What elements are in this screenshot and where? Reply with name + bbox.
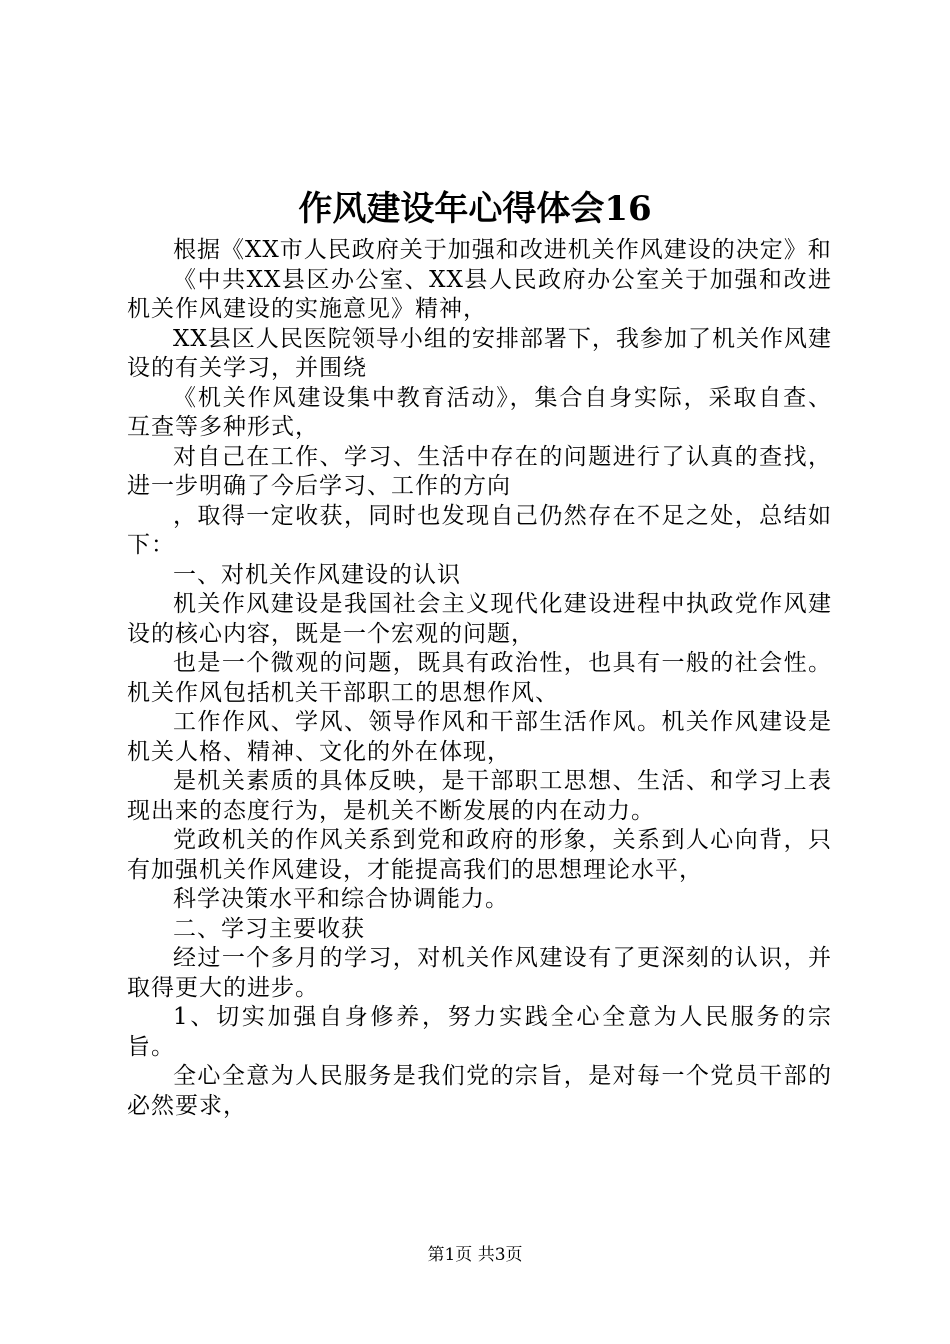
- section-heading-2: 二、学习主要收获: [173, 915, 365, 942]
- paragraph-11: 是机关素质的具体反映，是干部职工思想、生活、和学习上表现出来的态度行为，是机关不断发展的内在动力。: [127, 768, 832, 824]
- paragraph-13: 科学决策水平和综合协调能力。: [173, 886, 509, 912]
- paragraph-10: 工作作风、学风、领导作风和干部生活作风。机关作风建设是机关人格、精神、文化的外在体现，: [127, 709, 832, 765]
- section-heading-1: 一、对机关作风建设的认识: [173, 561, 461, 588]
- page-number-footer: 第1页 共3页: [427, 1245, 523, 1265]
- paragraph-17: 全心全意为人民服务是我们党的宗旨，是对每一个党员干部的必然要求，: [127, 1063, 832, 1119]
- paragraph-3: XX县区人民医院领导小组的安排部署下，我参加了机关作风建设的有关学习，并围绕: [127, 325, 832, 381]
- paragraph-15: 经过一个多月的学习，对机关作风建设有了更深刻的认识，并取得更大的进步。: [127, 945, 832, 1001]
- paragraph-4: 《机关作风建设集中教育活动》，集合自身实际，采取自查、互查等多种形式，: [127, 384, 832, 440]
- paragraph-2: 《中共XX县区办公室、XX县人民政府办公室关于加强和改进机关作风建设的实施意见》精神，: [127, 266, 832, 322]
- paragraph-8: 机关作风建设是我国社会主义现代化建设进程中执政党作风建设的核心内容，既是一个宏观的问题，: [127, 591, 832, 647]
- paragraph-5: 对自己在工作、学习、生活中存在的问题进行了认真的查找，进一步明确了今后学习、工作的方向: [127, 443, 832, 499]
- document-body: [127, 236, 832, 1121]
- paragraph-6: ，取得一定收获，同时也发现自己仍然存在不足之处，总结如下：: [127, 502, 832, 558]
- paragraph-12: 党政机关的作风关系到党和政府的形象，关系到人心向背，只有加强机关作风建设，才能提高我们的思想理论水平，: [127, 827, 832, 883]
- paragraph-9: 也是一个微观的问题，既具有政治性，也具有一般的社会性。机关作风包括机关干部职工的思想作风、: [127, 650, 832, 706]
- document-title: 作风建设年心得体会16: [298, 189, 652, 229]
- paragraph-16: 1、切实加强自身修养，努力实践全心全意为人民服务的宗旨。: [127, 1004, 832, 1060]
- paragraph-1: 根据《XX市人民政府关于加强和改进机关作风建设的决定》和: [173, 237, 832, 263]
